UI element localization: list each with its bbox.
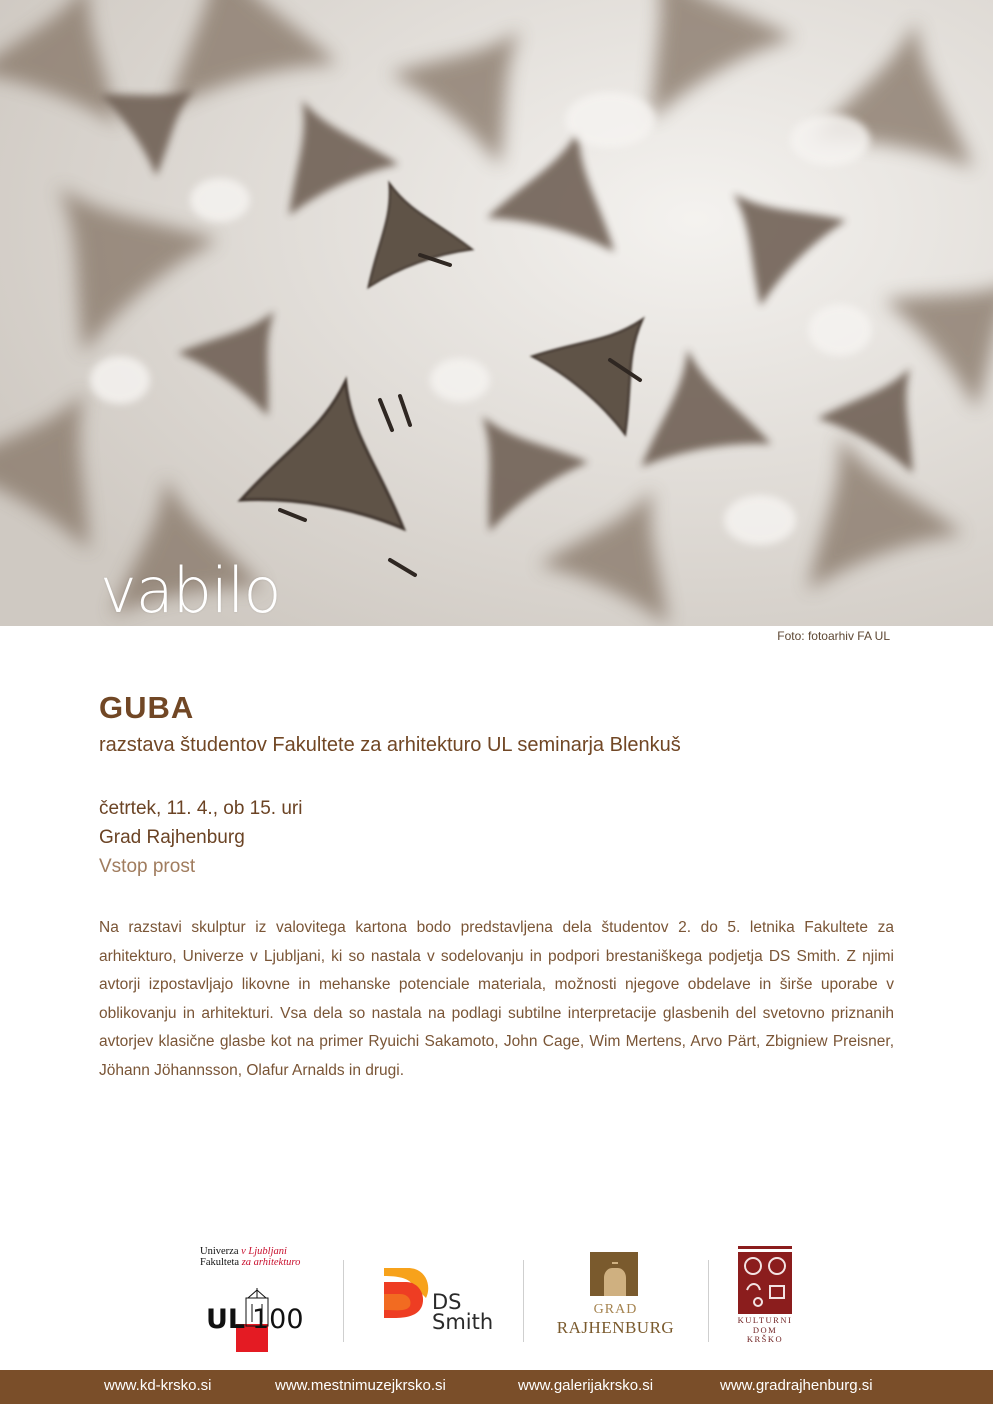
kulturni-dom-logo-icon bbox=[738, 1246, 792, 1314]
kd-line2: DOM bbox=[752, 1324, 778, 1335]
logo-divider bbox=[523, 1260, 524, 1342]
event-title: GUBA bbox=[99, 690, 195, 725]
ul-faculty-wordmark bbox=[200, 1246, 300, 1268]
invitation-title: vabilo bbox=[100, 554, 281, 626]
event-date: četrtek, 11. 4., ob 15. uri bbox=[99, 798, 303, 819]
logo-divider bbox=[343, 1260, 344, 1342]
grad-line1: GRAD bbox=[593, 1302, 638, 1317]
event-description: Na razstavi skulptur iz valovitega kartona bodo predstavljena dela študentov 2. do 5. letnika Fakultete za arhitekturo, Univerze v Ljubljani, ki so nastala v sodelovanju in podpori brestaniškega podjetja DS Smith. Z njimi avtorji izpostavljajo likovne in mehanske potenciale materiala, možnosti njegove obdelave in širše uporabe v oblikovanju in arhitekturi. Vsa dela so nastala na podlagi subtilne interpretacije glasbenih del svetovno priznanih avtorjev klasične glasbe kot na primer Ryuichi Sakamoto, John Cage, Wim Mertens, Arvo Pärt, Zbigniew Preisner, Jöhann Jöhannsson, Olafur Arnalds in drugi. bbox=[99, 919, 894, 1079]
event-subtitle: razstava študentov Fakultete za arhitekturo UL seminarja Blenkuš bbox=[99, 734, 681, 756]
ds-smith-wordmark bbox=[432, 1292, 493, 1332]
ul-line2: Fakulteta bbox=[200, 1257, 240, 1268]
footer-link-galerija[interactable]: www.galerijakrsko.si bbox=[518, 1377, 654, 1394]
svg-text:100: 100 bbox=[252, 1304, 304, 1335]
photo-credit: Foto: fotoarhiv FA UL bbox=[777, 629, 890, 643]
ul-line2-italic: za arhitekturo bbox=[241, 1257, 301, 1268]
hero-photo bbox=[0, 0, 993, 626]
logo-divider bbox=[708, 1260, 709, 1342]
event-entry: Vstop prost bbox=[99, 856, 196, 877]
footer-link-mestni-muzej[interactable]: www.mestnimuzejkrsko.si bbox=[275, 1377, 446, 1394]
ds-line1: DS bbox=[432, 1290, 462, 1314]
event-details bbox=[99, 794, 302, 881]
grad-rajhenburg-wordmark bbox=[553, 1302, 678, 1338]
ds-line2: Smith bbox=[432, 1310, 494, 1334]
footer-bar bbox=[0, 1370, 993, 1404]
footer-link-kd-krsko[interactable]: www.kd-krsko.si bbox=[104, 1377, 212, 1394]
svg-text:UL: UL bbox=[206, 1304, 246, 1335]
ds-smith-logo-icon bbox=[382, 1264, 432, 1320]
castle-logo-icon bbox=[590, 1252, 638, 1296]
kulturni-dom-wordmark bbox=[737, 1316, 793, 1345]
kd-line1: KULTURNI bbox=[737, 1315, 793, 1325]
ul100-logo-icon bbox=[200, 1284, 312, 1352]
footer-link-grad-rajhenburg[interactable]: www.gradrajhenburg.si bbox=[720, 1377, 873, 1394]
grad-line2: RAJHENBURG bbox=[556, 1318, 675, 1337]
ul-line1: Univerza bbox=[200, 1246, 239, 1257]
sponsor-logos bbox=[0, 1240, 993, 1360]
cardboard-sculpture-image bbox=[0, 0, 993, 626]
ul-line1-italic: v Ljubljani bbox=[241, 1246, 287, 1257]
event-place: Grad Rajhenburg bbox=[99, 827, 245, 848]
kd-line3: KRŠKO bbox=[746, 1334, 784, 1344]
